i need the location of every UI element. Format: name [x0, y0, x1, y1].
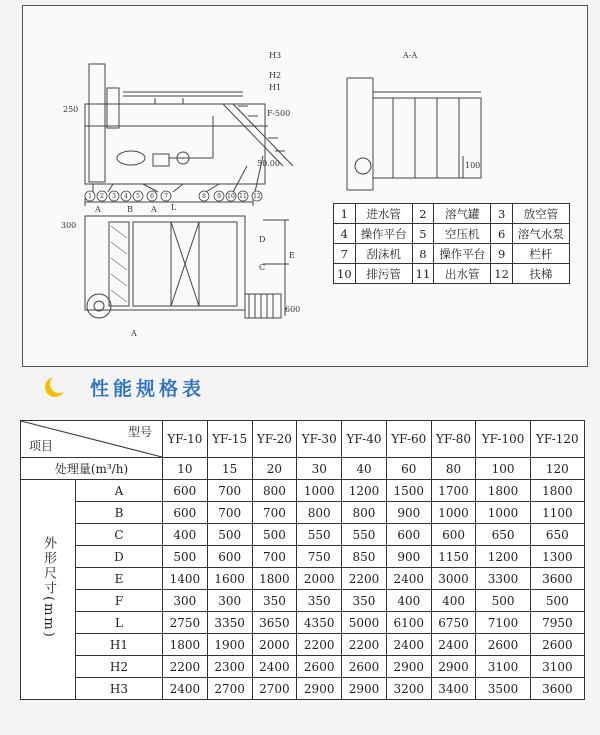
dim-a: A: [95, 205, 101, 214]
row-label: L: [76, 612, 163, 634]
section-label: A-A: [403, 51, 418, 60]
value-cell: 2600: [476, 634, 530, 656]
value-cell: 700: [207, 480, 252, 502]
legend-row: [334, 204, 570, 224]
value-cell: 600: [162, 480, 207, 502]
row-label: A: [76, 480, 163, 502]
value-cell: 600: [431, 524, 476, 546]
dim-100: 100: [465, 161, 481, 170]
value-cell: 1100: [530, 502, 584, 524]
value-cell: 350: [252, 590, 297, 612]
capacity-cell: 10: [162, 458, 207, 480]
value-cell: 2900: [342, 678, 387, 700]
legend-name: 刮沫机: [355, 244, 412, 264]
value-cell: 1000: [297, 480, 342, 502]
dim-l: L: [171, 203, 177, 212]
dim-h1: H1: [269, 83, 282, 92]
value-cell: 1300: [530, 546, 584, 568]
value-cell: 400: [162, 524, 207, 546]
capacity-cell: 30: [297, 458, 342, 480]
legend-row: [334, 264, 570, 284]
legend-num: 1: [334, 204, 356, 224]
value-cell: 300: [162, 590, 207, 612]
dim-300: 300: [61, 221, 77, 230]
callout-10: 10: [227, 193, 235, 200]
value-cell: 2900: [297, 678, 342, 700]
legend-num: 4: [334, 224, 356, 244]
value-cell: 2900: [431, 656, 476, 678]
dim-600: 600: [285, 305, 301, 314]
value-cell: 1800: [252, 568, 297, 590]
value-cell: 3100: [476, 656, 530, 678]
value-cell: 1500: [386, 480, 431, 502]
callout-4: 4: [124, 193, 128, 200]
section-header: [44, 372, 205, 402]
legend-num: 8: [412, 244, 434, 264]
model-header: YF-60: [386, 421, 431, 458]
value-cell: 1800: [476, 480, 530, 502]
value-cell: 400: [431, 590, 476, 612]
legend-num: 12: [491, 264, 513, 284]
value-cell: 2400: [386, 634, 431, 656]
value-cell: 7100: [476, 612, 530, 634]
value-cell: 500: [530, 590, 584, 612]
value-cell: 2750: [162, 612, 207, 634]
value-cell: 3200: [386, 678, 431, 700]
value-cell: 650: [476, 524, 530, 546]
value-cell: 800: [252, 480, 297, 502]
callout-7: 7: [164, 193, 168, 200]
value-cell: 2300: [207, 656, 252, 678]
model-header: YF-120: [530, 421, 584, 458]
dim-5000: 50.00: [257, 159, 280, 168]
value-cell: 2200: [297, 634, 342, 656]
value-cell: 2200: [342, 634, 387, 656]
legend-num: 2: [412, 204, 434, 224]
dim-group-text: 外形尺寸(mm): [41, 535, 56, 639]
table-row: [21, 612, 585, 634]
value-cell: 600: [207, 546, 252, 568]
value-cell: 550: [342, 524, 387, 546]
model-header: YF-30: [297, 421, 342, 458]
legend-num: 9: [491, 244, 513, 264]
value-cell: 2400: [162, 678, 207, 700]
model-label: 型号: [127, 425, 152, 439]
capacity-cell: 120: [530, 458, 584, 480]
model-header: YF-80: [431, 421, 476, 458]
value-cell: 1900: [207, 634, 252, 656]
row-label: B: [76, 502, 163, 524]
table-row: [21, 480, 585, 502]
value-cell: 1700: [431, 480, 476, 502]
value-cell: 3600: [530, 678, 584, 700]
legend-name: 操作平台: [434, 244, 491, 264]
legend-num: 7: [334, 244, 356, 264]
value-cell: 500: [162, 546, 207, 568]
row-label: E: [76, 568, 163, 590]
value-cell: 600: [162, 502, 207, 524]
value-cell: 5000: [342, 612, 387, 634]
model-header: YF-100: [476, 421, 530, 458]
value-cell: 700: [207, 502, 252, 524]
section-mark-a-bottom: A: [131, 329, 137, 338]
model-header: YF-15: [207, 421, 252, 458]
row-label: D: [76, 546, 163, 568]
value-cell: 300: [207, 590, 252, 612]
value-cell: 1400: [162, 568, 207, 590]
dim-f: F-500: [267, 109, 291, 118]
row-label: F: [76, 590, 163, 612]
item-label: 项目: [29, 439, 54, 453]
value-cell: 2400: [431, 634, 476, 656]
value-cell: 3500: [476, 678, 530, 700]
value-cell: 900: [386, 546, 431, 568]
drawing-lines: [23, 6, 587, 366]
value-cell: 850: [342, 546, 387, 568]
value-cell: 4350: [297, 612, 342, 634]
legend-name: 栏杆: [512, 244, 569, 264]
header-row: [21, 421, 585, 458]
table-row: [21, 634, 585, 656]
callout-3: 3: [112, 193, 116, 200]
capacity-cell: 20: [252, 458, 297, 480]
capacity-cell: 80: [431, 458, 476, 480]
value-cell: 800: [342, 502, 387, 524]
value-cell: 500: [207, 524, 252, 546]
legend-num: 6: [491, 224, 513, 244]
capacity-cell: 60: [386, 458, 431, 480]
value-cell: 800: [297, 502, 342, 524]
value-cell: 700: [252, 502, 297, 524]
value-cell: 900: [386, 502, 431, 524]
value-cell: 500: [252, 524, 297, 546]
value-cell: 650: [530, 524, 584, 546]
capacity-cell: 40: [342, 458, 387, 480]
legend-name: 放空管: [512, 204, 569, 224]
value-cell: 6100: [386, 612, 431, 634]
table-row: [21, 502, 585, 524]
value-cell: 2900: [386, 656, 431, 678]
dim-group-label: [21, 480, 76, 700]
value-cell: 2000: [297, 568, 342, 590]
value-cell: 750: [297, 546, 342, 568]
dim-250: 250: [63, 105, 79, 114]
capacity-label: 处理量(m³/h): [21, 458, 163, 480]
row-label: H2: [76, 656, 163, 678]
value-cell: 3350: [207, 612, 252, 634]
row-label: H1: [76, 634, 163, 656]
value-cell: 1150: [431, 546, 476, 568]
legend-name: 排污管: [355, 264, 412, 284]
value-cell: 1600: [207, 568, 252, 590]
value-cell: 3650: [252, 612, 297, 634]
dim-h3: H3: [269, 51, 282, 60]
value-cell: 2200: [342, 568, 387, 590]
value-cell: 2600: [297, 656, 342, 678]
value-cell: 350: [342, 590, 387, 612]
model-header: YF-10: [162, 421, 207, 458]
spec-table: [20, 420, 585, 700]
legend-row: [334, 244, 570, 264]
value-cell: 350: [297, 590, 342, 612]
callout-6: 6: [150, 193, 154, 200]
value-cell: 2600: [342, 656, 387, 678]
callout-11: 11: [239, 193, 247, 200]
legend-name: 空压机: [434, 224, 491, 244]
value-cell: 3400: [431, 678, 476, 700]
capacity-cell: 15: [207, 458, 252, 480]
value-cell: 1200: [342, 480, 387, 502]
legend-name: 溶气水泵: [512, 224, 569, 244]
value-cell: 2400: [252, 656, 297, 678]
dim-h2: H2: [269, 71, 282, 80]
callout-8: 8: [202, 193, 206, 200]
callout-5: 5: [136, 193, 140, 200]
model-header: YF-40: [342, 421, 387, 458]
value-cell: 3300: [476, 568, 530, 590]
header-corner: [21, 421, 163, 458]
dim-c: C: [259, 263, 266, 272]
table-row: [21, 524, 585, 546]
legend-table: [333, 203, 570, 284]
table-row: [21, 568, 585, 590]
table-row: [21, 546, 585, 568]
capacity-cell: 100: [476, 458, 530, 480]
callout-1: 1: [88, 193, 92, 200]
legend-num: 11: [412, 264, 434, 284]
capacity-row: [21, 458, 585, 480]
callout-12: 12: [253, 193, 261, 200]
model-header: YF-20: [252, 421, 297, 458]
callout-9: 9: [217, 193, 221, 200]
value-cell: 1000: [476, 502, 530, 524]
value-cell: 3600: [530, 568, 584, 590]
value-cell: 500: [476, 590, 530, 612]
value-cell: 1200: [476, 546, 530, 568]
dim-e: E: [289, 251, 295, 260]
legend-num: 3: [491, 204, 513, 224]
value-cell: 3000: [431, 568, 476, 590]
section-title: 性能规格表: [90, 377, 206, 400]
legend-name: 溶气罐: [434, 204, 491, 224]
section-mark-a-top: A: [151, 205, 157, 214]
value-cell: 2000: [252, 634, 297, 656]
callout-2: 2: [100, 193, 104, 200]
crescent-icon: [44, 376, 66, 398]
value-cell: 6750: [431, 612, 476, 634]
value-cell: 400: [386, 590, 431, 612]
value-cell: 550: [297, 524, 342, 546]
value-cell: 700: [252, 546, 297, 568]
table-row: [21, 678, 585, 700]
dim-b: B: [127, 205, 133, 214]
value-cell: 600: [386, 524, 431, 546]
value-cell: 2200: [162, 656, 207, 678]
legend-num: 5: [412, 224, 434, 244]
legend-row: [334, 224, 570, 244]
value-cell: 1800: [530, 480, 584, 502]
dim-d: D: [259, 235, 266, 244]
value-cell: 3100: [530, 656, 584, 678]
legend-num: 10: [334, 264, 356, 284]
value-cell: 7950: [530, 612, 584, 634]
value-cell: 2700: [252, 678, 297, 700]
table-row: [21, 656, 585, 678]
value-cell: 1800: [162, 634, 207, 656]
value-cell: 1000: [431, 502, 476, 524]
legend-name: 出水管: [434, 264, 491, 284]
engineering-drawing: [22, 5, 588, 367]
legend-name: 扶梯: [512, 264, 569, 284]
table-row: [21, 590, 585, 612]
value-cell: 2400: [386, 568, 431, 590]
value-cell: 2600: [530, 634, 584, 656]
row-label: H3: [76, 678, 163, 700]
value-cell: 2700: [207, 678, 252, 700]
legend-name: 操作平台: [355, 224, 412, 244]
legend-name: 进水管: [355, 204, 412, 224]
row-label: C: [76, 524, 163, 546]
